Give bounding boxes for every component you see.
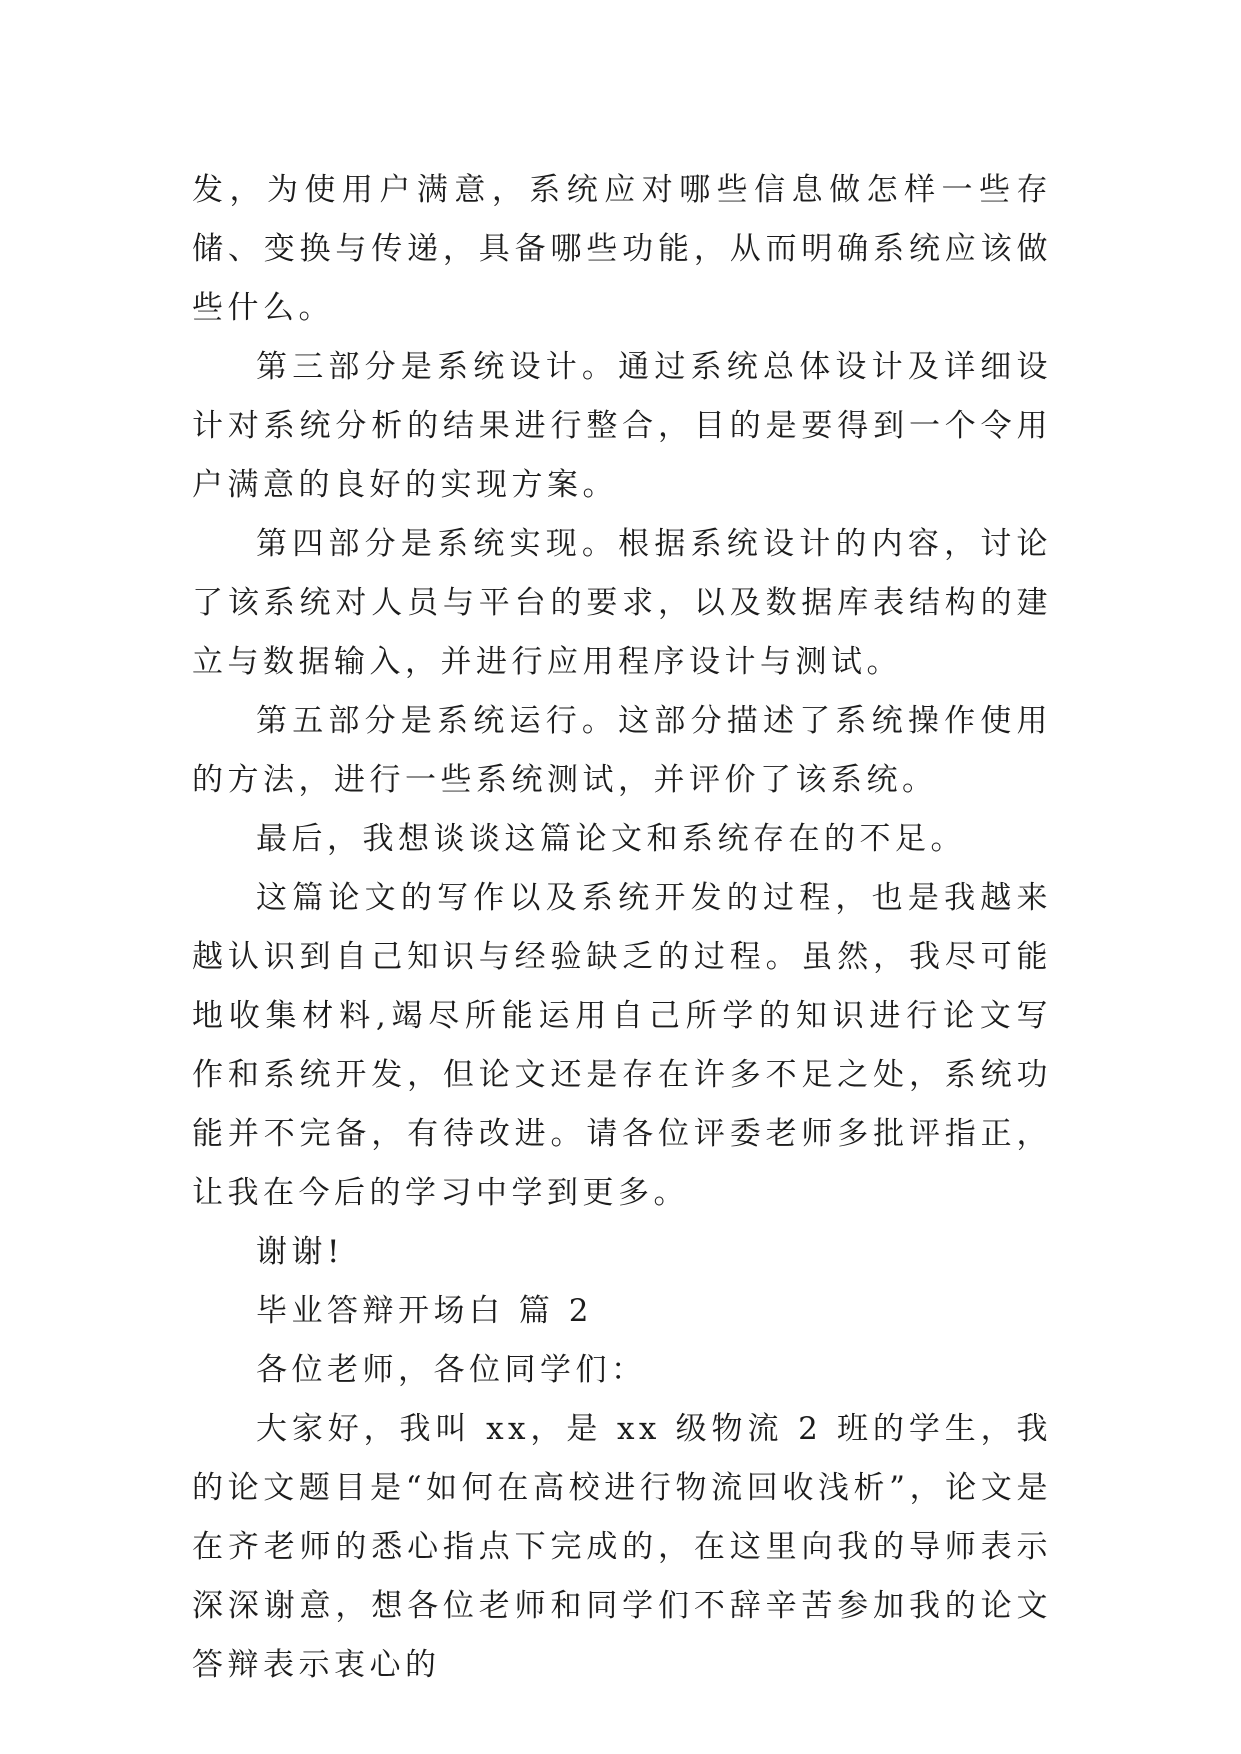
paragraph-part-four: 第四部分是系统实现。根据系统设计的内容，讨论了该系统对人员与平台的要求，以及数据库表结构的建立与数据输入，并进行应用程序设计与测试。: [192, 526, 1052, 680]
document-body: [192, 161, 1052, 1695]
paragraph-continuation: 发，为使用户满意，系统应对哪些信息做怎样一些存储、变换与传递，具备哪些功能，从而明确系统应该做些什么。: [192, 172, 1052, 326]
paragraph-thanks: 谢谢!: [256, 1234, 344, 1270]
paragraph-introduction: 大家好，我叫 xx，是 xx 级物流 2 班的学生，我的论文题目是“如何在高校进行物流回收浅析”，论文是在齐老师的悉心指点下完成的，在这里向我的导师表示深深谢意，想各位老师和同学们不辞辛苦参加我的论文答辩表示衷心的: [192, 1411, 1052, 1683]
paragraph-greeting: 各位老师，各位同学们：: [256, 1352, 647, 1388]
paragraph-shortcomings: 这篇论文的写作以及系统开发的过程，也是我越来越认识到自己知识与经验缺乏的过程。虽然，我尽可能地收集材料,竭尽所能运用自己所学的知识进行论文写作和系统开发，但论文还是存在许多不足之处，系统功能并不完备，有待改进。请各位评委老师多批评指正，让我在今后的学习中学到更多。: [192, 880, 1052, 1211]
paragraph-shortcomings-intro: 最后，我想谈谈这篇论文和系统存在的不足。: [256, 821, 966, 857]
paragraph-part-five: 第五部分是系统运行。这部分描述了系统操作使用的方法，进行一些系统测试，并评价了该系统。: [192, 703, 1052, 798]
section-heading: 毕业答辩开场白 篇 2: [256, 1293, 593, 1329]
paragraph-part-three: 第三部分是系统设计。通过系统总体设计及详细设计对系统分析的结果进行整合，目的是要得到一个令用户满意的良好的实现方案。: [192, 349, 1052, 503]
